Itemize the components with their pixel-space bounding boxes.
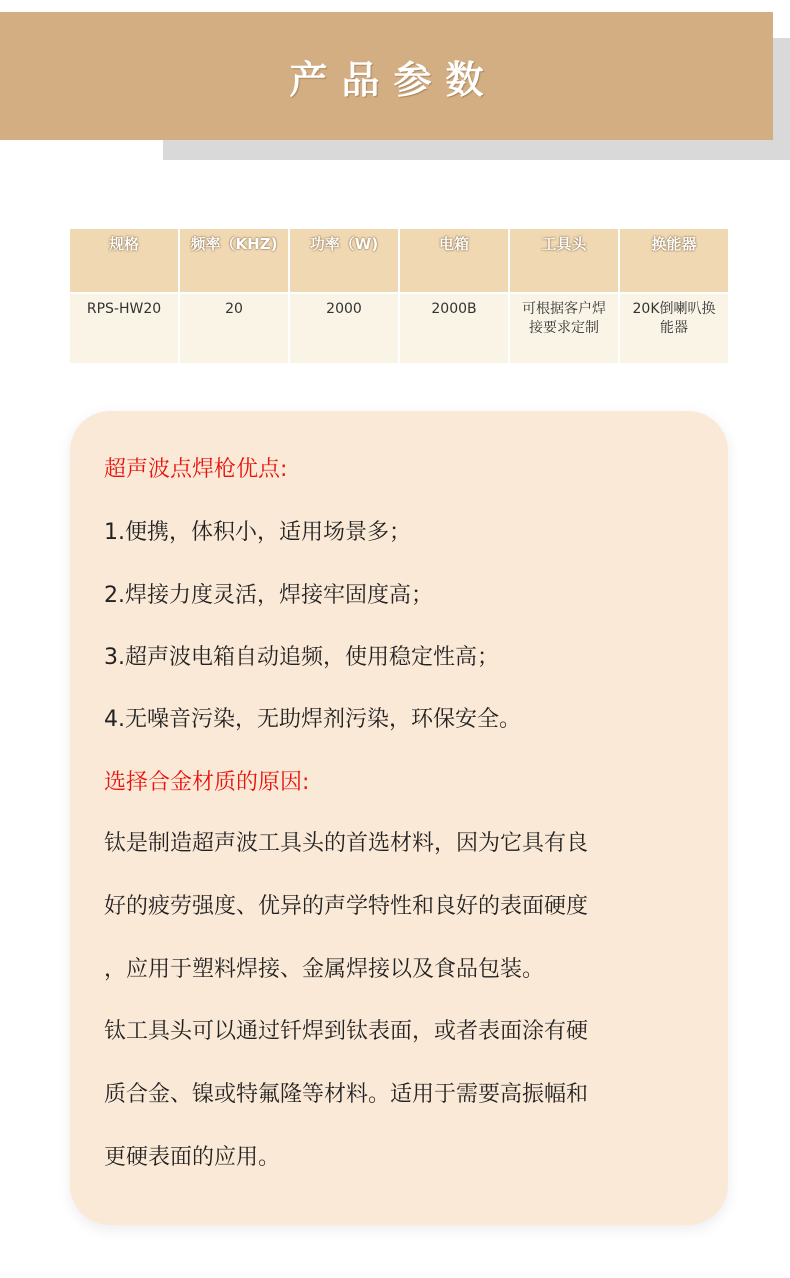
- advantage-item-3: 3.超声波电箱自动追频，使用稳定性高；: [104, 645, 499, 670]
- header-frequency: 频率（KHZ): [180, 229, 288, 292]
- table-row: [70, 294, 728, 363]
- spec-table: [68, 227, 730, 365]
- advantage-item-1: 1.便携，体积小，适用场景多；: [104, 520, 411, 545]
- reason-line-4: 钛工具头可以通过钎焊到钛表面，或者表面涂有硬: [104, 1019, 589, 1044]
- reason-line-6: 更硬表面的应用。: [104, 1145, 281, 1170]
- cell-transducer: 20K倒喇叭换能器: [620, 294, 728, 363]
- reason-line-1: 钛是制造超声波工具头的首选材料，因为它具有良: [104, 831, 589, 856]
- advantage-item-2: 2.焊接力度灵活，焊接牢固度高；: [104, 583, 433, 608]
- reason-line-2: 好的疲劳强度、优异的声学特性和良好的表面硬度: [104, 894, 589, 919]
- table-header-row: [70, 229, 728, 292]
- cell-tool-head: 可根据客户焊接要求定制: [510, 294, 618, 363]
- header-generator: 电箱: [400, 229, 508, 292]
- header-transducer: 换能器: [620, 229, 728, 292]
- cell-generator: 2000B: [400, 294, 508, 363]
- advantages-title: 超声波点焊枪优点:: [104, 457, 288, 482]
- banner: [0, 12, 773, 140]
- reason-line-3: ，应用于塑料焊接、金属焊接以及食品包装。: [104, 957, 545, 982]
- header-power: 功率（W): [290, 229, 398, 292]
- header-tool-head: 工具头: [510, 229, 618, 292]
- reason-title: 选择合金材质的原因:: [104, 770, 310, 795]
- reason-line-5: 质合金、镍或特氟隆等材料。适用于需要高振幅和: [104, 1082, 589, 1107]
- cell-frequency: 20: [180, 294, 288, 363]
- advantage-item-4: 4.无噪音污染，无助焊剂污染，环保安全。: [104, 707, 521, 732]
- cell-spec: RPS-HW20: [70, 294, 178, 363]
- header-spec: 规格: [70, 229, 178, 292]
- cell-power: 2000: [290, 294, 398, 363]
- banner-title: 产品参数: [289, 57, 498, 102]
